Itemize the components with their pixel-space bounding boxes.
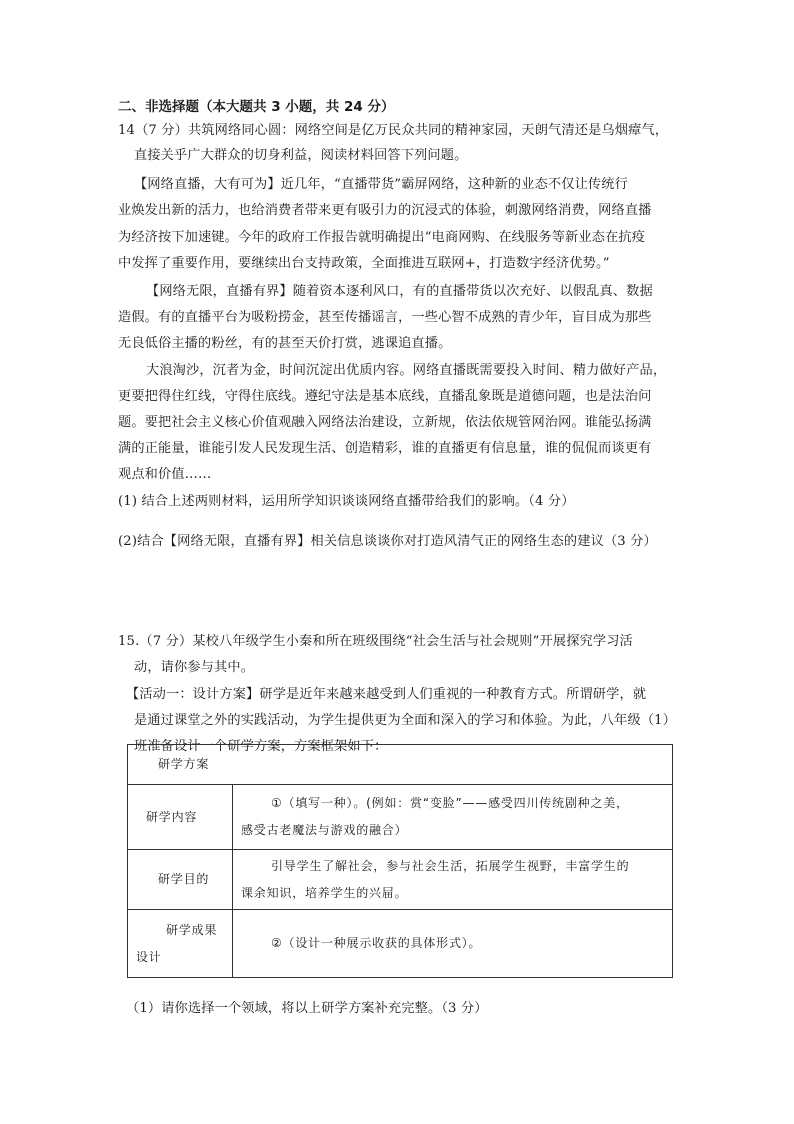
table-header-label: 研学方案: [158, 757, 210, 771]
q14-stem-line2: 直接关乎广大群众的切身利益，阅读材料回答下列问题。: [134, 148, 468, 163]
q14-para1-line2: 业焕发出新的活力，也给消费者带来更有吸引力的沉浸式的体验，刺激网络消费，网络直播: [118, 203, 652, 218]
q14-para1-line1: 【网络直播，大有可为】近几年，“直播带货”霸屏网络，这种新的业态不仅让传统行: [134, 177, 628, 192]
q15-activity-line1: 【活动一：设计方案】研学是近年来越来越受到人们重视的一种教育方式。所谓研学，就: [126, 687, 647, 702]
table-row: [128, 850, 673, 910]
study-plan-table: [127, 744, 673, 978]
table-row: [128, 910, 673, 978]
q14-para2-line1: 【网络无限，直播有界】随着资本逐利风口，有的直播带货以次充好、以假乱真、数据: [146, 284, 653, 299]
q15-activity-line2: 是通过课堂之外的实践活动，为学生提供更为全面和深入的学习和体验。为此，八年级（1）: [134, 713, 677, 728]
content-value-line2: 感受古老魔法与游戏的融合）: [241, 823, 408, 837]
purpose-value-line1: 引导学生了解社会，参与社会生活，拓展学生视野，丰富学生的: [271, 858, 630, 873]
table-row: [128, 745, 673, 785]
table-header-cell: [128, 745, 673, 785]
q15-stem-line1: 15.（7 分）某校八年级学生小秦和所在班级围绕“社会生活与社会规则”开展探究学习活: [118, 634, 633, 649]
q15-activity-line3: 班准备设计一个研学方案，方案框架如下：: [134, 739, 388, 754]
purpose-value-cell: [233, 850, 673, 910]
q14-para3-line3: 题。要把社会主义核心价值观融入网络法治建设，立新规，依法依规管网治网。谁能弘扬满: [118, 415, 652, 430]
purpose-label: 研学目的: [158, 872, 210, 886]
table-row: [128, 785, 673, 850]
q14-para3-line2: 更要把得住红线，守得住底线。遵纪守法是基本底线，直播乱象既是道德问题，也是法治问: [118, 389, 652, 404]
q14-para3-line1: 大浪淘沙，沉者为金，时间沉淀出优质内容。网络直播既需要投入时间、精力做好产品，: [146, 363, 667, 378]
q14-para1-line4: 中发挥了重要作用，要继续出台支持政策，全面推进互联网+，打造数字经济优势。”: [118, 256, 610, 271]
q14-para1-line3: 为经济按下加速键。今年的政府工作报告就明确提出“电商网购、在线服务等新业态在抗疫: [118, 230, 646, 245]
q14-para3-line5: 观点和价值……: [118, 467, 212, 482]
result-label-cell: [128, 910, 233, 978]
result-value-cell: [233, 910, 673, 978]
q14-para2-line3: 无良低俗主播的粉丝，有的甚至天价打赏，逃课追直播。: [118, 336, 452, 351]
purpose-label-cell: [128, 850, 233, 910]
q15-stem-line2: 动，请你参与其中。: [134, 660, 255, 675]
result-value: ②（设计一种展示收获的具体形式）。: [271, 936, 482, 950]
content-value-cell: [233, 785, 673, 850]
q15-sub-question-1: （1）请你选择一个领域，将以上研学方案补充完整。（3 分）: [126, 1001, 488, 1016]
q14-sub-question-1: (1) 结合上述两则材料，运用所学知识谈谈网络直播带给我们的影响。（4 分）: [118, 494, 575, 509]
q14-para3-line4: 满的正能量，谁能引发人民发现生活、创造精彩，谁的直播更有信息量，谁的侃侃而谈更有: [118, 441, 652, 456]
q14-para2-line2: 造假。有的直播平台为吸粉捞金，甚至传播谣言，一些心智不成熟的青少年，盲目成为那些: [118, 310, 652, 325]
section-title: 二、非选择题（本大题共 3 小题，共 24 分）: [118, 99, 395, 115]
q14-stem-line1: 14（7 分）共筑网络同心圆：网络空间是亿万民众共同的精神家园，天朗气清还是乌烟瘴气，: [118, 123, 669, 138]
content-value-line1: ①（填写一种）。(例如：赏“变脸”——感受四川传统剧种之美，: [271, 796, 629, 810]
q14-sub-question-2: (2)结合【网络无限，直播有界】相关信息谈谈你对打造风清气正的网络生态的建议（3 分）: [118, 534, 657, 549]
purpose-value-line2: 课余知识，培养学生的兴屇。: [241, 885, 408, 900]
result-label-line2: 设计: [136, 949, 162, 964]
content-label-cell: [128, 785, 233, 850]
result-label-line1: 研学成果: [166, 922, 218, 937]
content-label: 研学内容: [146, 809, 198, 824]
